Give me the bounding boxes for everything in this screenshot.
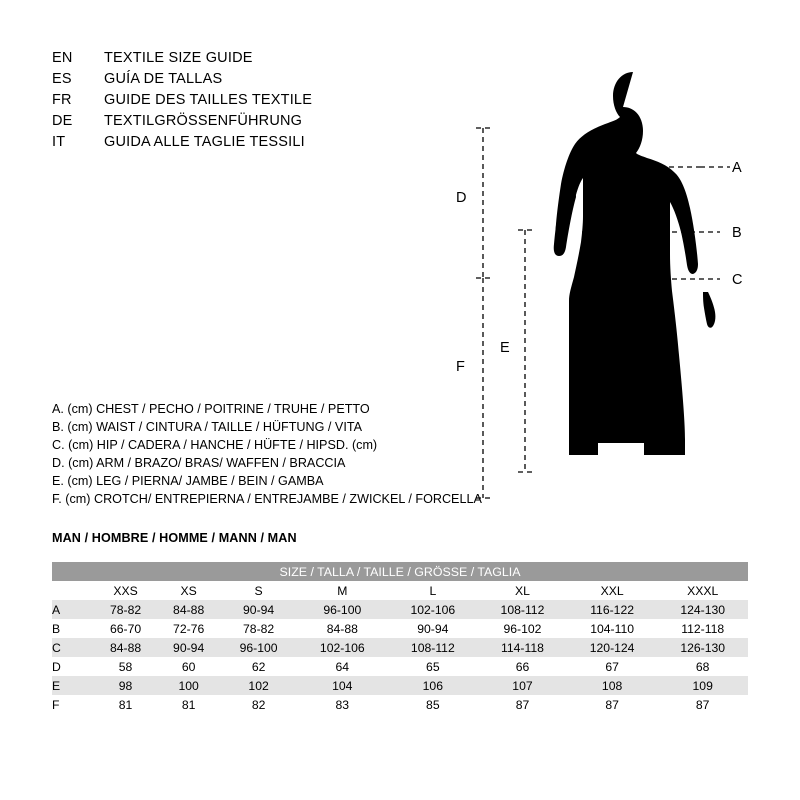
cell-e-s: 102 (220, 676, 297, 695)
marker-label-f: F (456, 359, 465, 375)
title-row (52, 134, 472, 155)
legend-block (52, 400, 522, 509)
title-row (52, 113, 472, 134)
title-row (52, 50, 472, 71)
title-lang-es: ES (52, 71, 72, 87)
cell-e-l: 106 (388, 676, 479, 695)
table-row (52, 695, 748, 714)
cell-c-xs: 90-94 (157, 638, 220, 657)
cell-f-l: 85 (388, 695, 479, 714)
marker-label-a: A (732, 160, 742, 176)
marker-label-d: D (456, 190, 467, 206)
cell-e-m: 104 (297, 676, 388, 695)
marker-label-e: E (500, 340, 510, 356)
cell-b-l: 90-94 (388, 619, 479, 638)
cell-c-m: 102-106 (297, 638, 388, 657)
table-header-label: SIZE / TALLA / TAILLE / GRÖSSE / TAGLIA (52, 562, 748, 581)
cell-f-xxl: 87 (567, 695, 658, 714)
title-block (52, 50, 472, 155)
size-table (52, 562, 748, 714)
cell-a-xxxl: 124-130 (657, 600, 748, 619)
cell-f-s: 82 (220, 695, 297, 714)
row-label-e: E (52, 676, 94, 695)
cell-e-xs: 100 (157, 676, 220, 695)
cell-f-xl: 87 (478, 695, 567, 714)
marker-label-b: B (732, 225, 742, 241)
size-col-m: M (297, 581, 388, 600)
cell-d-xs: 60 (157, 657, 220, 676)
cell-e-xxxl: 109 (657, 676, 748, 695)
legend-gender-label: MAN / HOMBRE / HOMME / MANN / MAN (52, 531, 297, 545)
cell-d-xxs: 58 (94, 657, 157, 676)
cell-b-xs: 72-76 (157, 619, 220, 638)
cell-c-xxs: 84-88 (94, 638, 157, 657)
cell-d-xxxl: 68 (657, 657, 748, 676)
cell-e-xxl: 108 (567, 676, 658, 695)
title-text-fr: GUIDE DES TAILLES TEXTILE (104, 92, 313, 108)
size-col-blank (52, 581, 94, 600)
cell-e-xl: 107 (478, 676, 567, 695)
cell-a-xs: 84-88 (157, 600, 220, 619)
title-lang-en: EN (52, 50, 73, 66)
cell-a-s: 90-94 (220, 600, 297, 619)
table-row (52, 638, 748, 657)
cell-d-xxl: 67 (567, 657, 658, 676)
size-col-xl: XL (478, 581, 567, 600)
male-silhouette-icon (554, 72, 716, 455)
title-text-de: TEXTILGRÖSSENFÜHRUNG (104, 113, 303, 129)
row-label-f: F (52, 695, 94, 714)
cell-b-xl: 96-102 (478, 619, 567, 638)
row-label-c: C (52, 638, 94, 657)
size-col-xxxl: XXXL (657, 581, 748, 600)
marker-label-c: C (732, 272, 743, 288)
title-lang-de: DE (52, 113, 73, 129)
title-row (52, 71, 472, 92)
cell-a-m: 96-100 (297, 600, 388, 619)
cell-a-l: 102-106 (388, 600, 479, 619)
cell-f-m: 83 (297, 695, 388, 714)
cell-a-xxl: 116-122 (567, 600, 658, 619)
table-row (52, 657, 748, 676)
row-label-b: B (52, 619, 94, 638)
cell-b-xxxl: 112-118 (657, 619, 748, 638)
cell-b-xxl: 104-110 (567, 619, 658, 638)
legend-item-e: E. (cm) LEG / PIERNA/ JAMBE / BEIN / GAMBA (52, 474, 324, 489)
cell-d-xl: 66 (478, 657, 567, 676)
title-lang-it: IT (52, 134, 66, 150)
cell-a-xl: 108-112 (478, 600, 567, 619)
title-row (52, 92, 472, 113)
table-sizes-row (52, 581, 748, 600)
bracket-d (476, 128, 490, 278)
cell-c-l: 108-112 (388, 638, 479, 657)
title-text-es: GUÍA DE TALLAS (104, 71, 223, 87)
cell-c-s: 96-100 (220, 638, 297, 657)
legend-item-b: B. (cm) WAIST / CINTURA / TAILLE / HÜFTUNG / VITA (52, 420, 362, 435)
cell-d-l: 65 (388, 657, 479, 676)
size-col-xxl: XXL (567, 581, 658, 600)
table-row (52, 676, 748, 695)
title-text-it: GUIDA ALLE TAGLIE TESSILI (104, 134, 305, 150)
legend-item-a: A. (cm) CHEST / PECHO / POITRINE / TRUHE / PETTO (52, 402, 370, 416)
size-col-l: L (388, 581, 479, 600)
cell-f-xs: 81 (157, 695, 220, 714)
title-text-en: TEXTILE SIZE GUIDE (104, 50, 253, 66)
row-label-a: A (52, 600, 94, 619)
cell-b-xxs: 66-70 (94, 619, 157, 638)
legend-item-d: D. (cm) ARM / BRAZO/ BRAS/ WAFFEN / BRACCIA (52, 456, 346, 471)
cell-a-xxs: 78-82 (94, 600, 157, 619)
legend-item-c: C. (cm) HIP / CADERA / HANCHE / HÜFTE / HIPSD. (cm) (52, 438, 378, 453)
table-row (52, 600, 748, 619)
size-col-xxs: XXS (94, 581, 157, 600)
cell-b-m: 84-88 (297, 619, 388, 638)
cell-c-xxxl: 126-130 (657, 638, 748, 657)
legend-item-f: F. (cm) CROTCH/ ENTREPIERNA / ENTREJAMBE / ZWICKEL / FORCELLA (52, 492, 482, 507)
size-col-s: S (220, 581, 297, 600)
title-lang-fr: FR (52, 92, 72, 108)
cell-f-xxxl: 87 (657, 695, 748, 714)
cell-f-xxs: 81 (94, 695, 157, 714)
cell-c-xl: 114-118 (478, 638, 567, 657)
cell-c-xxl: 120-124 (567, 638, 658, 657)
cell-b-s: 78-82 (220, 619, 297, 638)
row-label-d: D (52, 657, 94, 676)
size-col-xs: XS (157, 581, 220, 600)
cell-e-xxs: 98 (94, 676, 157, 695)
cell-d-m: 64 (297, 657, 388, 676)
table-row (52, 619, 748, 638)
table-header-row (52, 562, 748, 581)
cell-d-s: 62 (220, 657, 297, 676)
